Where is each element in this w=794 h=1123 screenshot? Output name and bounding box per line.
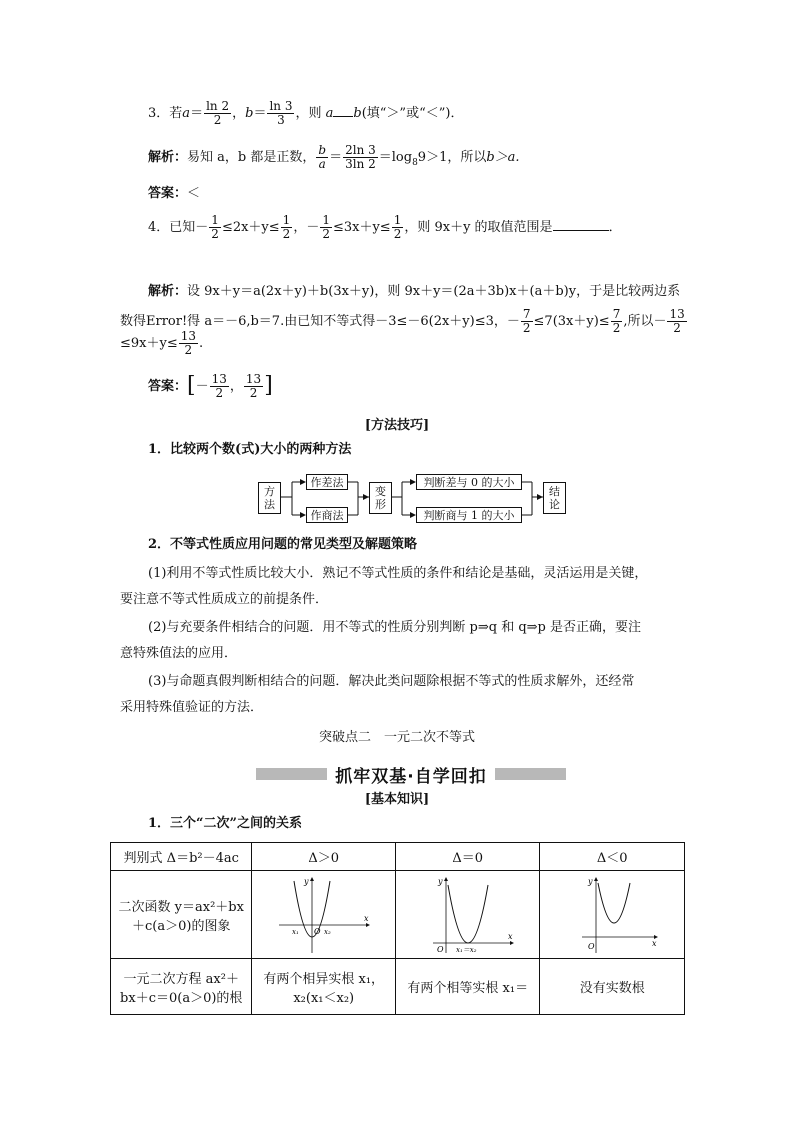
table-row2-label (111, 871, 252, 959)
methods-p1a: (1)利用不等式性质比较大小．熟记不等式性质的条件和结论是基础，灵活运用是关键， (148, 566, 648, 581)
row3-label-b: bx＋c＝0(a＞0)的根 (120, 990, 243, 1006)
row3-label-a: 一元二次方程 ax²＋ (123, 971, 239, 987)
methods-p2a: (2)与充要条件相结合的问题．用不等式的性质分别判断 p⇒q 和 q⇒p 是否正确，要注 (148, 620, 642, 635)
q4-solution-label: 解析： (148, 284, 188, 299)
q4-answer-label: 答案： (148, 378, 188, 394)
q3-solution-conclusion: b＞a. (486, 150, 520, 166)
table-header-positive: Δ＞0 (252, 843, 396, 871)
q4-answer-frac1: $\frac{13}{2}$ (211, 371, 227, 400)
methods-p1b: 要注意不等式性质成立的前提条件． (120, 592, 329, 607)
q4-solution-frac4: $\frac{13}{2}$ (180, 329, 197, 358)
q4-solution-text2c: ,所以－ (623, 314, 667, 330)
q3-answer-label: 答案： (148, 186, 188, 201)
table-header-zero: Δ＝0 (395, 843, 540, 871)
q3-number: 3． (148, 106, 170, 122)
q4-answer-neg: － (195, 378, 209, 394)
methods-heading: [方法技巧] (364, 418, 430, 433)
flow-judge-quotient-box: 判断商与 1 的大小 (416, 507, 522, 523)
q3-var-a2: a (325, 106, 334, 122)
methods-item1: 1．比较两个数(式)大小的两种方法 (148, 442, 352, 457)
q4-solution-frac3: $\frac{13}{2}$ (669, 307, 685, 336)
q3-var-b2: b (353, 106, 362, 122)
graph1-x1-label: x₁ (291, 927, 299, 936)
q3-solution-text4: 9＞1，所以 (417, 150, 487, 166)
q3-eq2: ＝ (253, 106, 267, 122)
q3-solution-frac1: $\frac{b}{a}$ (318, 143, 327, 172)
flow-conclusion-box: 结 论 (543, 482, 566, 514)
row2-label-a: 二次函数 y＝ax²＋bx (118, 899, 244, 915)
q4-text2: ≤2x＋y≤ (221, 220, 280, 236)
row2-label-b: ＋c(a＞0)的图象 (132, 918, 231, 934)
q4-text5: ，则 9x＋y 的取值范围是 (404, 220, 553, 236)
banner-text: 抓牢双基·自学回扣 (335, 766, 487, 787)
graph3-x-label: x (652, 938, 657, 948)
parabola-two-roots-graph (274, 875, 374, 955)
q3-var-a: a (182, 106, 191, 122)
graph3-y-label: y (588, 876, 593, 886)
q4-solution-text3a: ≤9x＋y≤ (120, 336, 178, 352)
graph2-y-label: y (437, 876, 443, 886)
q4-solution-text1: 设 9x＋y＝a(2x＋y)＋b(3x＋y)，则 9x＋y＝(2a＋3b)x＋(a＋b)y，于是比较两边系 (187, 284, 681, 299)
table-row (111, 959, 685, 1015)
q4-answer-comma: ， (229, 378, 243, 394)
q4-text1: 已知－ (169, 220, 209, 236)
q4-text4: ≤3x＋y≤ (332, 220, 391, 236)
row3-two-roots-a: 有两个相异实根 x₁， (263, 971, 385, 987)
section2-title: 突破点二 一元二次不等式 (318, 730, 475, 745)
graph3-origin: O (588, 941, 595, 951)
flow-transform-box: 变 形 (369, 482, 392, 514)
q3-eq: ＝ (190, 106, 204, 122)
flow-quotient-box: 作商法 (306, 507, 348, 523)
graph1-origin: O (313, 926, 321, 936)
q4-solution-text3b: . (199, 336, 204, 352)
row3-two-roots-b: x₂(x₁＜x₂) (293, 990, 355, 1006)
q3-frac-a: $\frac{\ln 2}{2}$ (206, 99, 230, 128)
q4-solution-text2b: ≤7(3x＋y)≤ (533, 314, 610, 330)
flow-difference-box: 作差法 (306, 474, 348, 490)
methods-item2: 2．不等式性质应用问题的常见类型及解题策略 (148, 537, 418, 552)
q3-solution-text2: a，b 都是正数， (217, 150, 316, 166)
graph2-origin: O (436, 944, 444, 954)
q4-solution-frac1: $\frac{7}{2}$ (522, 307, 531, 336)
q3-solution-eq: ＝ (329, 150, 343, 166)
methods-p3b: 采用特殊值验证的方法． (120, 700, 264, 715)
q3-solution-text: 易知 (187, 150, 214, 166)
q3-comma: ， (232, 106, 246, 122)
graph1-x-label: x (363, 913, 369, 923)
q3-hint: (填“＞”或“＜”)． (361, 106, 464, 122)
q3-solution-label: 解析： (148, 150, 188, 166)
q3-solution-sub: 8 (412, 157, 418, 168)
q4-frac3: $\frac{1}{2}$ (322, 213, 330, 242)
graph2-x-label: x (507, 931, 513, 941)
methods-p2b: 意特殊值法的应用． (120, 646, 238, 661)
graph2-x1x2-label: x₁＝x₂ (455, 945, 477, 954)
basic-knowledge-heading: [基本知识] (364, 792, 430, 807)
parabola-no-roots-graph (562, 875, 662, 955)
table-row3-two-roots (252, 959, 396, 1015)
q4-frac4: $\frac{1}{2}$ (393, 213, 402, 242)
graph1-x2-label: x₂ (323, 927, 331, 936)
table-row (111, 843, 685, 871)
section2-item1: 1．三个“二次”之间的关系 (148, 816, 303, 831)
q4-solution-frac2: $\frac{7}{2}$ (612, 307, 621, 336)
graph-cell-negative (540, 871, 685, 959)
q3-text: 若 (169, 106, 183, 122)
section2-banner (256, 763, 566, 785)
q3-solution-log: ＝log (378, 150, 413, 166)
table-row (111, 871, 685, 959)
methods-p3a: (3)与命题真假判断相结合的问题．解决此类问题除根据不等式的性质求解外，还经常 (148, 674, 635, 689)
graph1-y-label: y (303, 876, 309, 886)
q3-frac-b: $\frac{\ln 3}{3}$ (269, 99, 293, 128)
q4-end: ． (608, 220, 622, 236)
q4-frac1: $\frac{1}{2}$ (211, 213, 219, 242)
q3-solution-frac2: $\frac{2\ln 3}{3\ln 2}$ (345, 143, 376, 172)
q4-answer-close-bracket: ] (264, 373, 273, 398)
graph-cell-positive (252, 871, 396, 959)
table-row3-label (111, 959, 252, 1015)
table-row3-no-roots: 没有实数根 (540, 959, 685, 1015)
q4-answer-open-bracket: [ (187, 373, 196, 398)
q4-answer-frac2: $\frac{13}{2}$ (245, 371, 262, 400)
parabola-one-root-graph (418, 875, 518, 955)
banner-bar-left (256, 768, 327, 780)
table-row3-equal-roots: 有两个相等实根 x₁＝ (395, 959, 540, 1015)
banner-bar-right (495, 768, 566, 780)
q3-then: ，则 (295, 106, 322, 122)
graph-cell-zero (395, 871, 540, 959)
q3-var-b: b (245, 106, 254, 122)
flow-method-box: 方 法 (258, 482, 281, 514)
q4-frac2: $\frac{1}{2}$ (282, 213, 291, 242)
three-quadratics-table (110, 842, 685, 1015)
q4-number: 4． (148, 220, 170, 236)
q4-solution-text2a: 数得Error!得 a＝－6,b＝7.由已知不等式得－3≤－6(2x＋y)≤3，－ (120, 314, 520, 330)
q4-text3: ，－ (293, 220, 320, 236)
table-header-negative: Δ＜0 (540, 843, 685, 871)
flow-judge-difference-box: 判断差与 0 的大小 (416, 474, 522, 490)
q3-answer-value: ＜ (187, 186, 201, 201)
table-header-discriminant: 判别式 Δ＝b²－4ac (111, 843, 252, 871)
